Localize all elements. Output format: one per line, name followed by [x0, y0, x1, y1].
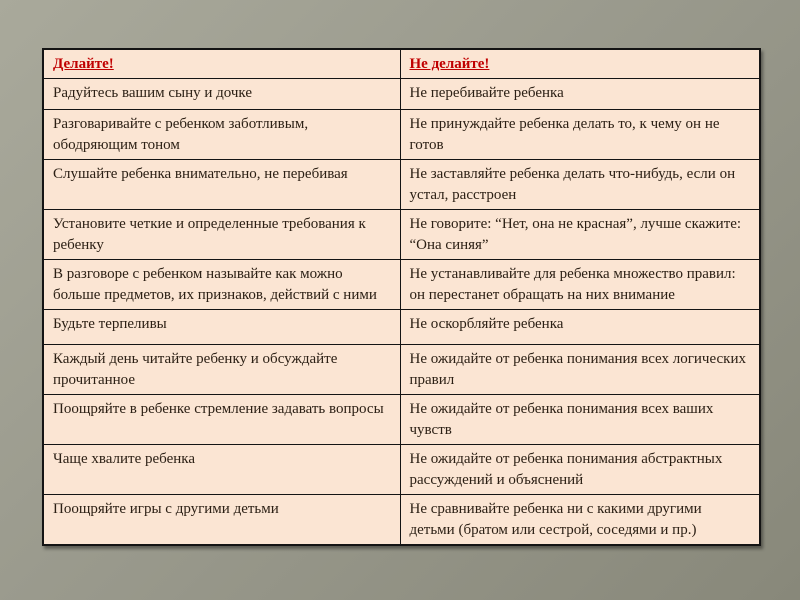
dont-column-header: Не делайте! [400, 49, 760, 79]
dont-cell: Не устанавливайте для ребенка множество правил: он перестанет обращать на них внимание [400, 260, 760, 310]
table-row [43, 310, 760, 345]
dont-cell: Не ожидайте от ребенка понимания абстрактных рассуждений и объяснений [400, 445, 760, 495]
do-cell: Поощряйте в ребенке стремление задавать вопросы [43, 395, 400, 445]
dont-cell: Не сравнивайте ребенка ни с какими другими детьми (братом или сестрой, соседями и пр.) [400, 495, 760, 546]
table-row [43, 345, 760, 395]
table-row [43, 495, 760, 546]
dont-cell: Не говорите: “Нет, она не красная”, лучше скажите: “Она синяя” [400, 210, 760, 260]
dont-cell: Не ожидайте от ребенка понимания всех логических правил [400, 345, 760, 395]
do-cell: Разговаривайте с ребенком заботливым, ободряющим тоном [43, 110, 400, 160]
do-cell: Каждый день читайте ребенку и обсуждайте прочитанное [43, 345, 400, 395]
table-row [43, 79, 760, 110]
do-cell: Поощряйте игры с другими детьми [43, 495, 400, 546]
dont-cell: Не заставляйте ребенка делать что-нибудь, если он устал, расстроен [400, 160, 760, 210]
do-cell: Радуйтесь вашим сыну и дочке [43, 79, 400, 110]
table-row [43, 160, 760, 210]
dont-cell: Не перебивайте ребенка [400, 79, 760, 110]
table-row [43, 210, 760, 260]
table-row [43, 110, 760, 160]
do-cell: Будьте терпеливы [43, 310, 400, 345]
dont-cell: Не ожидайте от ребенка понимания всех ваших чувств [400, 395, 760, 445]
do-cell: В разговоре с ребенком называйте как можно больше предметов, их признаков, действий с ними [43, 260, 400, 310]
table-row [43, 395, 760, 445]
dont-cell: Не оскорбляйте ребенка [400, 310, 760, 345]
advice-table [42, 48, 761, 546]
table-row [43, 445, 760, 495]
do-column-header: Делайте! [43, 49, 400, 79]
do-cell: Слушайте ребенка внимательно, не перебивая [43, 160, 400, 210]
header-row [43, 49, 760, 79]
do-cell: Чаще хвалите ребенка [43, 445, 400, 495]
dont-cell: Не принуждайте ребенка делать то, к чему он не готов [400, 110, 760, 160]
table-row [43, 260, 760, 310]
do-cell: Установите четкие и определенные требования к ребенку [43, 210, 400, 260]
